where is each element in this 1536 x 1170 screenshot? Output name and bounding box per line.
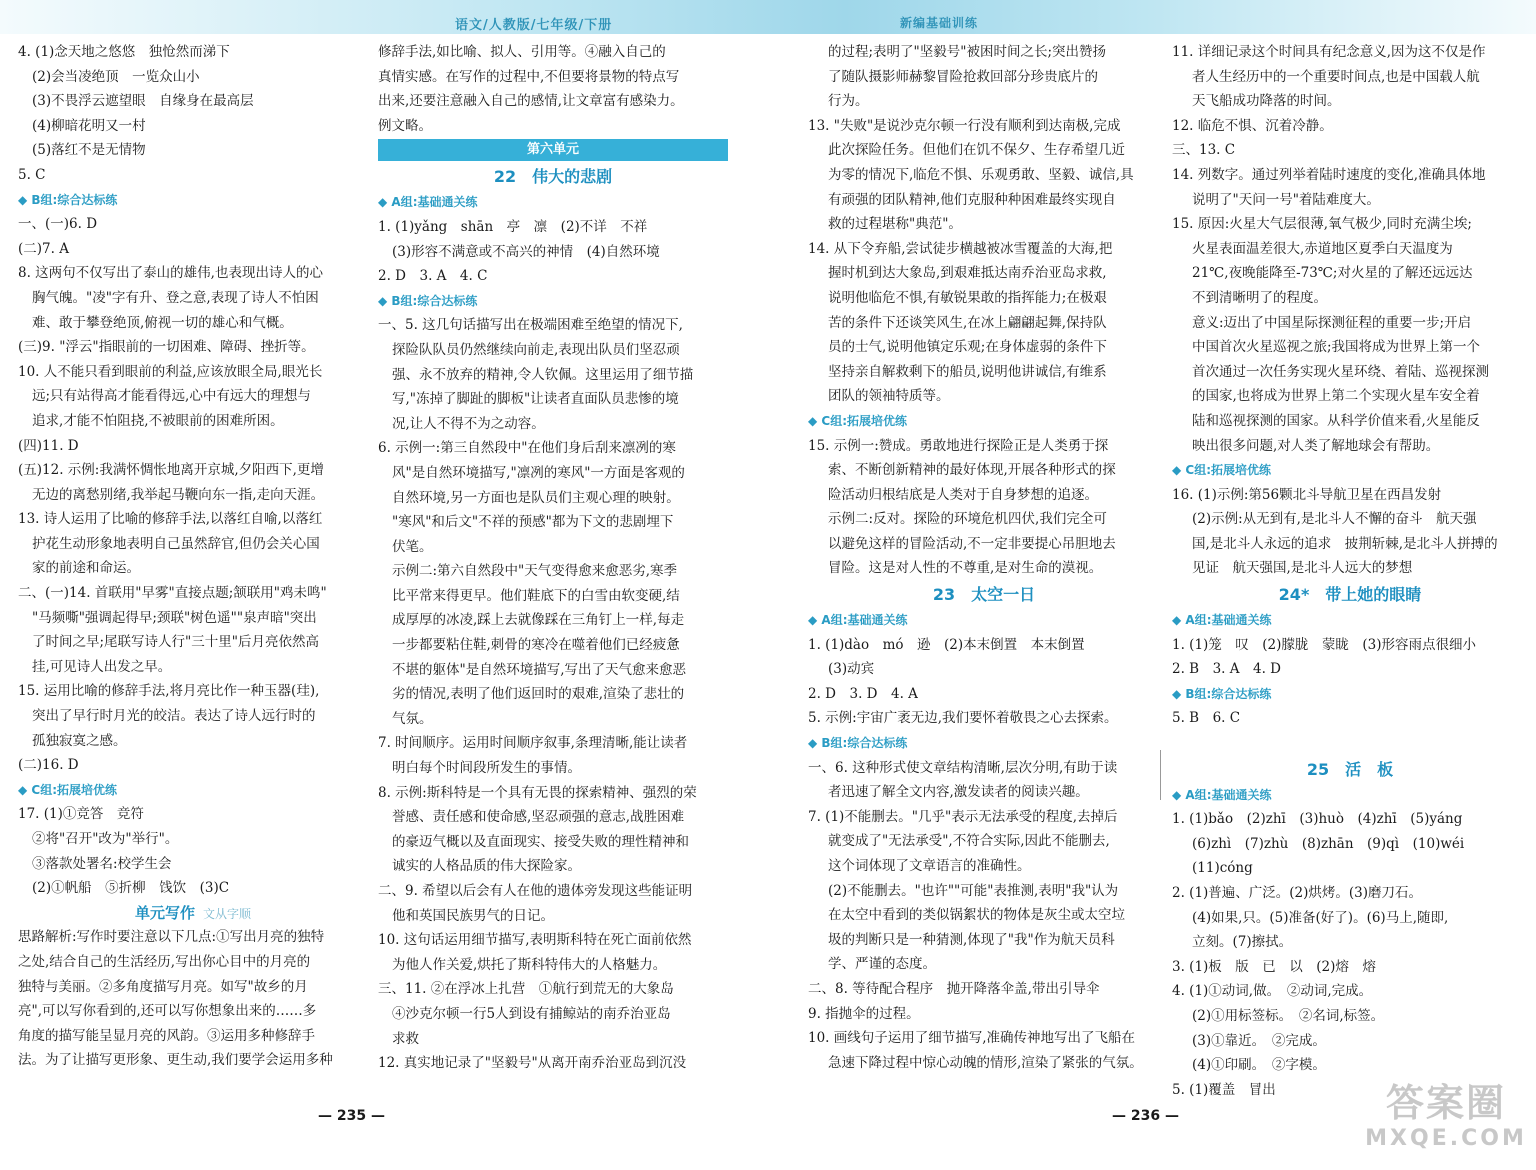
lesson-title: 22 伟大的悲剧 [493, 167, 613, 187]
answer-line: 一、5. 这几句话描写出在极端困难至绝望的情况下, [378, 317, 683, 334]
answer-line: 家的前途和命运。 [32, 560, 140, 577]
answer-line: (3)①靠近。 ②完成。 [1192, 1032, 1326, 1049]
answer-line: 1. (1)dào mó 逊 (2)本末倒置 本末倒置 [808, 636, 1085, 653]
section-label-b: ◆ B组:综合达标练 [1172, 686, 1272, 701]
answer-line: 的豪迈气概以及直面现实、接受失败的理性精神和 [392, 833, 689, 850]
answer-column-4 [1172, 40, 1528, 1102]
answer-line: 15. 运用比喻的修辞手法,将月亮比作一种玉器(珪), [18, 683, 320, 700]
answer-line: 行为。 [828, 93, 869, 110]
section-label-a: ◆ A组:基础通关练 [1172, 787, 1272, 802]
section-label-c: ◆ C组:拓展培优练 [808, 413, 908, 428]
section-label-a: ◆ A组:基础通关练 [808, 613, 908, 628]
answer-line: 苦的条件下还谈笑风生,在冰上翩翩起舞,保持队 [828, 314, 1107, 331]
answer-line: 险活动归根结底是人类对于自身梦想的追逐。 [828, 486, 1098, 503]
answer-line: 14. 从下令弃船,尝试徒步横越被冰雪覆盖的大海,把 [808, 240, 1113, 257]
answer-line: 15. 原因:火星大气层很薄,氧气极少,同时充满尘埃; [1172, 216, 1472, 233]
answer-line: 索、不断创新精神的最好体现,开展各种形式的探 [828, 462, 1116, 479]
answer-line: 者迅速了解全文内容,激发读者的阅读兴趣。 [828, 784, 1089, 801]
answer-line: 角度的描写能呈显月亮的风韵。③运用多种修辞手 [18, 1027, 315, 1044]
answer-line: (5)落红不是无情物 [32, 142, 146, 159]
answer-line: 冒险。这是对人性的不尊重,是对生命的漠视。 [828, 560, 1103, 577]
answer-line: 11. 详细记录这个时间具有纪念意义,因为这不仅是作 [1172, 44, 1486, 60]
answer-line: (2)①帆船 ⑤折柳 饯饮 (3)C [32, 880, 230, 897]
answer-line: 国,是北斗人永远的追求 披荆斩棘,是北斗人拼搏的 [1192, 535, 1498, 552]
watermark-logo [1362, 1080, 1530, 1166]
answer-line: 明白每个时间段所发生的事情。 [392, 760, 581, 777]
unit-banner: 第六单元 [378, 139, 728, 161]
answer-column-1 [18, 40, 368, 1073]
writing-heading [18, 901, 368, 926]
answer-line: 14. 列数字。通过列举着陆时速度的变化,准确具体地 [1172, 166, 1486, 183]
answer-line: 一步都要粘住鞋,刺骨的寒冷在噬着他们已经疲惫 [392, 637, 680, 654]
section-label-b: ◆ B组:综合达标练 [808, 736, 908, 751]
answer-line: 者人生经历中的一个重要时间点,也是中国载人航 [1192, 68, 1480, 85]
answer-line: (二)16. D [18, 757, 79, 774]
page-header-banner [0, 0, 1536, 34]
answer-line: 之处,结合自己的生活经历,写出你心目中的月亮的 [18, 953, 311, 970]
answer-line: 圾的判断只是一种猜测,体现了"我"作为航天员科 [828, 931, 1115, 948]
answer-line: 三、13. C [1172, 142, 1236, 159]
answer-line: 真情实感。在写作的过程中,不但要将景物的特点写 [378, 68, 680, 85]
answer-line: 独特与美丽。②多角度描写月亮。如写"故乡的月 [18, 978, 308, 995]
answer-line: 15. 示例一:赞成。勇敢地进行探险正是人类勇于探 [808, 437, 1109, 454]
answer-line: 修辞手法,如比喻、拟人、引用等。④融入自己的 [378, 44, 666, 60]
answer-line: 况,让人不得不为之动容。 [392, 415, 545, 432]
answer-line: 16. (1)示例:第56颗北斗导航卫星在西昌发射 [1172, 486, 1442, 503]
answer-line: 强、永不放弃的精神,令人钦佩。这里运用了细节描 [392, 366, 694, 383]
answer-line: 一、6. 这种形式使文章结构清晰,层次分明,有助于读 [808, 759, 1118, 776]
answer-line: 难、敢于攀登绝顶,俯视一切的雄心和气概。 [32, 314, 293, 331]
answer-line: 映出很多问题,对人类了解地球会有帮助。 [1192, 437, 1440, 454]
section-label-b: ◆ B组:综合达标练 [18, 192, 118, 207]
answer-line: 9. 指抛伞的过程。 [808, 1005, 920, 1022]
column-divider [1160, 750, 1161, 800]
answer-line: 二、(一)14. 首联用"早雾"直接点题;颔联用"鸡未鸣" [18, 585, 327, 602]
header-book-info: 语文/人教版/七年级/下册 [455, 18, 613, 33]
answer-column-2 [378, 40, 728, 1076]
answer-line: 见证 航天强国,是北斗人远大的梦想 [1192, 560, 1413, 577]
answer-line: (3)形容不满意或不高兴的神情 (4)自然环境 [392, 243, 660, 260]
answer-line: 首次通过一次任务实现火星环绕、着陆、巡视探测 [1192, 363, 1489, 380]
answer-line: 为零的情况下,临危不惧、乐观勇敢、坚毅、诚信,具 [828, 166, 1134, 183]
answer-line: 护花生动形象地表明自己虽然辞官,但仍会关心国 [32, 535, 320, 552]
section-label-c: ◆ C组:拓展培优练 [18, 782, 118, 797]
answer-line: 比平常来得更早。他们鞋底下的白雪由软变硬,结 [392, 587, 680, 604]
answer-line: 17. (1)①竞答 竞符 [18, 806, 144, 823]
answer-line: 12. 临危不惧、沉着冷静。 [1172, 117, 1333, 134]
answer-line: 他和英国民族男气的日记。 [392, 907, 554, 924]
answer-line: 三、11. ②在浮冰上扎营 ①航行到荒无的大象岛 [378, 981, 674, 998]
answer-line: 7. (1)不能删去。"几乎"表示无法承受的程度,去掉后 [808, 808, 1118, 825]
answer-line: 握时机到达大象岛,到艰难抵达南乔治亚岛求救, [828, 265, 1107, 282]
section-label-b: ◆ B组:综合达标练 [378, 293, 478, 308]
answer-line: 挂,可见诗人出发之早。 [32, 658, 172, 675]
writing-subtitle: 文从字顺 [203, 906, 252, 921]
watermark-url: MXQE.COM [1365, 1126, 1527, 1151]
answer-line: 风"是自然环境描写,"凛冽的寒风"一方面是客观的 [392, 464, 685, 481]
answer-line: (二)7. A [18, 240, 69, 257]
answer-line: 火星表面温差很大,赤道地区夏季白天温度为 [1192, 240, 1453, 257]
answer-line: 为他人作关爱,烘托了斯科特伟大的人格魅力。 [392, 956, 667, 973]
page-number-left: — 235 — [318, 1108, 385, 1124]
lesson-title: 23 太空一日 [932, 585, 1036, 605]
answer-line: 突出了早行时月光的皎洁。表达了诗人远行时的 [32, 708, 316, 725]
answer-line: 13. 诗人运用了比喻的修辞手法,以落红自喻,以落红 [18, 511, 323, 528]
answer-line: (2)①用标签标。 ②名词,标签。 [1192, 1007, 1385, 1024]
answer-line: 5. 示例:宇宙广袤无边,我们要怀着敬畏之心去探索。 [808, 710, 1118, 727]
answer-line: (2)不能删去。"也许""可能"表推测,表明"我"认为 [828, 882, 1119, 899]
answer-line: 气氛。 [392, 710, 433, 727]
answer-line: 二、9. 希望以后会有人在他的遗体旁发现这些能证明 [378, 883, 693, 899]
answer-line: ③落款处署名:校学生会 [32, 855, 172, 872]
answer-line: 以避免这样的冒险活动,不一定非要提心吊胆地去 [828, 535, 1116, 552]
lesson-title: 25 活 板 [1306, 759, 1394, 779]
answer-line: 员的士气,说明他镇定乐观;在身体虚弱的条件下 [828, 339, 1107, 356]
answer-line: (2)示例:从无到有,是北斗人不懈的奋斗 航天强 [1192, 511, 1477, 528]
answer-line: 意义:迈出了中国星际探测征程的重要一步;开启 [1192, 314, 1472, 331]
answer-line: 胸气魄。"凌"字有升、登之意,表现了诗人不怕困 [32, 289, 319, 306]
answer-line: ②将"召开"改为"举行"。 [32, 831, 179, 847]
answer-line: 中国首次火星巡视之旅;我国将成为世界上第一个 [1192, 339, 1481, 356]
section-label-c: ◆ C组:拓展培优练 [1172, 463, 1272, 478]
answer-line: 2. D 3. A 4. C [378, 268, 488, 285]
answer-line: 示例二:第六自然段中"天气变得愈来愈恶劣,寒季 [392, 563, 678, 580]
answer-column-3 [808, 40, 1160, 1075]
answer-line: 6. 示例一:第三自然段中"在他们身后刮来凛冽的寒 [378, 440, 676, 457]
answer-line: 救的过程堪称"典范"。 [828, 216, 962, 233]
answer-line: 劣的情况,表明了他们返回时的艰难,渲染了悲壮的 [392, 686, 685, 703]
answer-line: "寒风"和后文"不祥的预感"都为下文的悲剧埋下 [392, 514, 674, 531]
answer-line: 急速下降过程中惊心动魄的情形,渲染了紧张的气氛。 [828, 1054, 1143, 1071]
answer-line: 成厚厚的冰凌,踩上去就像踩在三角钉上一样,每走 [392, 612, 685, 629]
answer-line: 的过程;表明了"坚毅号"被困时间之长;突出赞扬 [828, 44, 1107, 60]
header-series-name: 新编基础训练 [900, 16, 979, 30]
answer-line: 追求,才能不怕阻挠,不被眼前的困难所困。 [32, 412, 284, 429]
answer-line: 思路解析:写作时要注意以下几点:①写出月亮的独特 [18, 929, 325, 946]
answer-line: 5. B 6. C [1172, 710, 1241, 727]
answer-line: 不堪的躯体"是自然环境描写,写出了天气愈来愈恶 [392, 661, 687, 678]
answer-line: 远;只有站得高才能看得远,心中有远大的理想与 [32, 388, 311, 405]
spacer [1172, 731, 1528, 756]
answer-line: 13. "失败"是说沙克尔顿一行没有顺利到达南极,完成 [808, 117, 1121, 134]
answer-line: 8. 示例:斯科特是一个具有无畏的探索精神、强烈的荣 [378, 784, 697, 801]
answer-line: 就变成了"无法承受",不符合实际,因此不能删去, [828, 833, 1110, 850]
answer-line: 陆和巡视探测的国家。从科学价值来看,火星能反 [1192, 412, 1480, 429]
answer-line: 自然环境,另一方面也是队员们主观心理的映射。 [392, 489, 680, 506]
answer-line: 二、8. 等待配合程序 抛开降落伞盖,带出引导伞 [808, 980, 1100, 997]
answer-line: 无边的离愁别绪,我举起马鞭向东一指,走向天涯。 [32, 486, 325, 503]
answer-line: (四)11. D [18, 437, 79, 454]
answer-line: (4)柳暗花明又一村 [32, 117, 146, 134]
answer-line: 21℃,夜晚能降至-73℃;对火星的了解还远远达 [1192, 265, 1473, 282]
answer-line: ④沙克尔顿一行5人到设有捕鲸站的南乔治亚岛 [392, 1005, 671, 1022]
answer-line: 孤独寂寞之感。 [32, 732, 127, 749]
answer-line: 不到清晰明了的程度。 [1192, 289, 1327, 306]
watermark-text: 答案圈 [1385, 1081, 1506, 1125]
answer-line: 5. C [18, 166, 46, 183]
answer-line: 12. 真实地记录了"坚毅号"从离开南乔治亚岛到沉没 [378, 1055, 687, 1072]
answer-line: (11)cóng [1192, 860, 1253, 877]
page-number-right: — 236 — [1112, 1108, 1179, 1124]
section-label-a: ◆ A组:基础通关练 [378, 195, 478, 210]
answer-line: (2)会当凌绝顶 一览众山小 [32, 68, 200, 85]
section-label-a: ◆ A组:基础通关练 [1172, 613, 1272, 628]
answer-line: 2. D 3. D 4. A [808, 685, 918, 702]
answer-line: 1. (1)yǎng shān 亭 凛 (2)不详 不祥 [378, 218, 648, 235]
answer-line: 誉感、责任感和使命感,坚忍顽强的意志,战胜困难 [392, 809, 685, 826]
answer-line: 坚持亲自解救剩下的船员,说明他讲诚信,有维系 [828, 363, 1107, 380]
answer-line: 这个词体现了文章语言的准确性。 [828, 858, 1031, 874]
answer-line: 了时间之早;尾联写诗人行"三十里"后月亮依然高 [32, 634, 319, 651]
answer-line: 了随队摄影师赫黎冒险抢救回部分珍贵底片的 [828, 68, 1098, 85]
answer-line: 学、严谨的态度。 [828, 956, 936, 973]
answer-line: 有顽强的团队精神,他们克服种种困难最终实现自 [828, 191, 1116, 208]
answer-line: "马频嘶"强调起得早;颈联"树色遥""泉声暗"突出 [32, 609, 317, 626]
answer-line: 一、(一)6. D [18, 216, 98, 233]
answer-line: 天飞船成功降落的时间。 [1192, 93, 1341, 110]
answer-line: 2. (1)普遍、广泛。(2)烘烤。(3)磨刀石。 [1172, 885, 1423, 901]
answer-line: 亮",可以写你看到的,还可以写你想象出来的……多 [18, 1003, 317, 1020]
answer-line: 说明了"天问一号"着陆难度大。 [1192, 191, 1380, 208]
answer-line: 求救 [392, 1030, 419, 1047]
answer-line: 例文略。 [378, 117, 432, 134]
writing-title: 单元写作 [134, 903, 195, 922]
answer-line: 8. 这两句不仅写出了泰山的雄伟,也表现出诗人的心 [18, 265, 323, 282]
answer-line: 10. 画线句子运用了细节描写,准确传神地写出了飞船在 [808, 1030, 1136, 1047]
answer-line: (五)12. 示例:我满怀惆怅地离开京城,夕阳西下,更增 [18, 462, 324, 479]
answer-line: 写,"冻掉了脚趾的脚板"让读者直面队员悲惨的境 [392, 391, 679, 408]
answer-line: 1. (1)bǎo (2)zhī (3)huò (4)zhī (5)yáng [1172, 811, 1463, 828]
answer-line: (4)如果,只。(5)准备(好了)。(6)马上,随即, [1192, 909, 1449, 926]
answer-line: 探险队队员仍然继续向前走,表现出队员们坚忍顽 [392, 341, 680, 358]
answer-line: 7. 时间顺序。运用时间顺序叙事,条理清晰,能让读者 [378, 735, 688, 752]
answer-line: 示例二:反对。探险的环境危机四伏,我们完全可 [828, 511, 1107, 528]
answer-line: (4)①印刷。 ②字模。 [1192, 1057, 1326, 1074]
answer-line: 4. (1)①动词,做。 ②动词,完成。 [1172, 983, 1373, 1000]
answer-line: 说明他临危不惧,有敏锐果敢的指挥能力;在极艰 [828, 289, 1107, 306]
answer-line: 在太空中看到的类似锅絮状的物体是灰尘或太空垃 [828, 907, 1125, 924]
answer-line: 2. B 3. A 4. D [1172, 661, 1282, 678]
answer-line: 法。为了让描写更形象、更生动,我们要学会运用多种 [18, 1052, 333, 1069]
answer-line: 1. (1)笼 叹 (2)朦胧 蒙眬 (3)形容雨点很细小 [1172, 636, 1477, 653]
answer-line: 伏笔。 [392, 538, 433, 555]
answer-line: 此次探险任务。但他们在饥不保夕、生存希望几近 [828, 142, 1125, 159]
answer-line: 诚实的人格品质的伟大探险家。 [392, 858, 581, 875]
answer-line: 10. 这句话运用细节描写,表明斯科特在死亡面前依然 [378, 932, 692, 949]
answer-line: 立刻。(7)擦拭。 [1192, 934, 1293, 951]
answer-line: 3. (1)板 版 已 以 (2)熔 熔 [1172, 958, 1376, 975]
answer-line: (三)9. "浮云"指眼前的一切困难、障碍、挫折等。 [18, 339, 315, 356]
answer-line: (3)动宾 [828, 661, 875, 678]
answer-line: (3)不畏浮云遮望眼 自缘身在最高层 [32, 93, 254, 110]
answer-line: (6)zhì (7)zhù (8)zhān (9)qì (10)wéi [1192, 835, 1465, 852]
answer-line: 团队的领袖特质等。 [828, 388, 950, 405]
lesson-title: 24* 带上她的眼睛 [1278, 585, 1422, 605]
answer-line: 出来,还要注意融入自己的感情,让文章富有感染力。 [378, 93, 684, 110]
answer-line: 10. 人不能只看到眼前的利益,应该放眼全局,眼光长 [18, 363, 323, 380]
answer-line: 的国家,也将成为世界上第二个实现火星车安全着 [1192, 388, 1480, 405]
answer-line: 5. (1)覆盖 冒出 [1172, 1081, 1276, 1098]
answer-line: 4. (1)念天地之悠悠 独怆然而涕下 [18, 44, 230, 60]
